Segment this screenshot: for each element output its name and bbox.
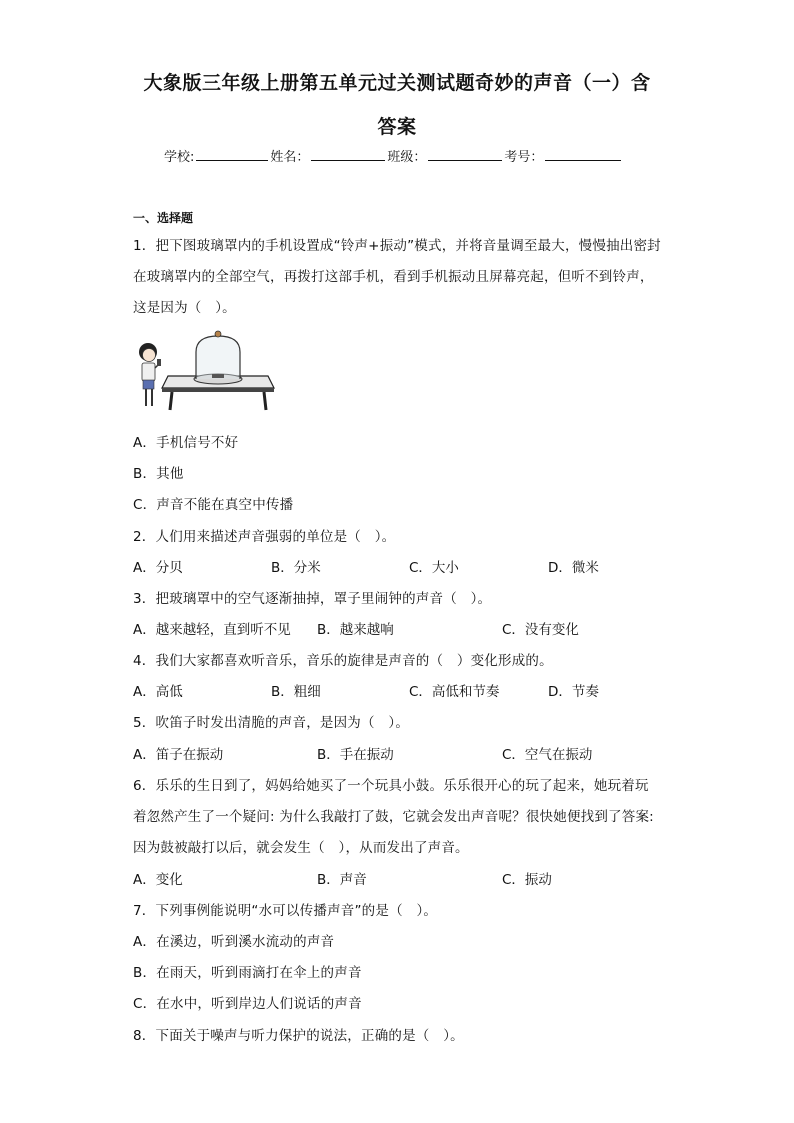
question-4-option-c[interactable]: C．高低和节奏 [409, 684, 500, 700]
question-2-option-b[interactable]: B．分米 [271, 560, 321, 576]
question-7-option-a[interactable]: A．在溪边，听到溪水流动的声音 [133, 934, 335, 950]
question-3-stem: 3．把玻璃罩中的空气逐渐抽掉，罩子里闹钟的声音（ ）。 [133, 591, 492, 607]
school-blank[interactable] [196, 146, 268, 161]
name-label: 姓名： [270, 150, 310, 165]
girl-shirt [142, 363, 155, 381]
class-blank[interactable] [428, 146, 502, 161]
question-4-option-d[interactable]: D．节奏 [548, 684, 599, 700]
question-7-stem: 7．下列事例能说明“水可以传播声音”的是（ ）。 [133, 903, 438, 919]
name-blank[interactable] [311, 146, 385, 161]
section-heading: 一、选择题 [133, 211, 194, 225]
question-7-option-c[interactable]: C．在水中，听到岸边人们说话的声音 [133, 996, 362, 1012]
question-5-option-a[interactable]: A．笛子在振动 [133, 747, 224, 763]
question-1-line-3: 这是因为（ ）。 [133, 300, 236, 316]
exam-number-label: 考号： [504, 150, 544, 165]
question-3-option-a[interactable]: A．越来越轻，直到听不见 [133, 622, 291, 638]
school-label: 学校: [164, 150, 195, 165]
question-6-line-3: 因为鼓被敲打以后，就会发生（ ），从而发出了声音。 [133, 840, 469, 856]
jar-knob [215, 331, 221, 337]
question-5-option-c[interactable]: C．空气在振动 [502, 747, 593, 763]
question-4-option-b[interactable]: B．粗细 [271, 684, 321, 700]
bell-jar-illustration [128, 330, 276, 416]
question-7-option-b[interactable]: B．在雨天，听到雨滴打在伞上的声音 [133, 965, 362, 981]
question-2-stem: 2．人们用来描述声音强弱的单位是（ ）。 [133, 529, 396, 545]
question-4-option-a[interactable]: A．高低 [133, 684, 183, 700]
question-1-line-1: 1．把下图玻璃罩内的手机设置成“铃声+振动”模式，并将音量调至最大，慢慢抽出密封 [133, 238, 661, 254]
question-3-option-b[interactable]: B．越来越响 [317, 622, 394, 638]
table-edge [162, 388, 274, 392]
question-1-option-a[interactable]: A．手机信号不好 [133, 435, 239, 451]
question-6-option-b[interactable]: B．声音 [317, 872, 367, 888]
question-4-stem: 4．我们大家都喜欢听音乐，音乐的旋律是声音的（ ）变化形成的。 [133, 653, 553, 669]
phone-in-jar [212, 374, 224, 378]
question-5-option-b[interactable]: B．手在振动 [317, 747, 394, 763]
phone-in-hand [157, 359, 161, 366]
question-2-option-d[interactable]: D．微米 [548, 560, 599, 576]
student-info-fields [164, 146, 623, 165]
question-6-line-2: 着忽然产生了一个疑问: 为什么我敲打了鼓，它就会发出声音呢？很快她便找到了答案: [133, 809, 654, 825]
glass-jar [196, 336, 240, 379]
question-6-option-c[interactable]: C．振动 [502, 872, 552, 888]
page-title-line-1: 大象版三年级上册第五单元过关测试题奇妙的声音（一）含 [143, 72, 651, 94]
table-leg-2 [264, 392, 266, 410]
exam-number-blank[interactable] [545, 146, 621, 161]
question-1-line-2: 在玻璃罩内的全部空气，再拨打这部手机，看到手机振动且屏幕亮起，但听不到铃声， [133, 269, 654, 285]
question-2-option-a[interactable]: A．分贝 [133, 560, 183, 576]
question-8-stem: 8．下面关于噪声与听力保护的说法，正确的是（ ）。 [133, 1028, 464, 1044]
question-5-stem: 5．吹笛子时发出清脆的声音，是因为（ ）。 [133, 715, 410, 731]
question-3-option-c[interactable]: C．没有变化 [502, 622, 579, 638]
question-6-line-1: 6．乐乐的生日到了，妈妈给她买了一个玩具小鼓。乐乐很开心的玩了起来，她玩着玩 [133, 778, 649, 794]
table-leg-1 [170, 392, 172, 410]
question-1-option-b[interactable]: B．其他 [133, 466, 184, 482]
girl-face [143, 349, 156, 362]
class-label: 班级： [387, 150, 427, 165]
girl-shorts [143, 380, 154, 389]
question-6-option-a[interactable]: A．变化 [133, 872, 183, 888]
question-1-option-c[interactable]: C．声音不能在真空中传播 [133, 497, 294, 513]
page-title-line-2: 答案 [377, 116, 417, 138]
question-2-option-c[interactable]: C．大小 [409, 560, 459, 576]
